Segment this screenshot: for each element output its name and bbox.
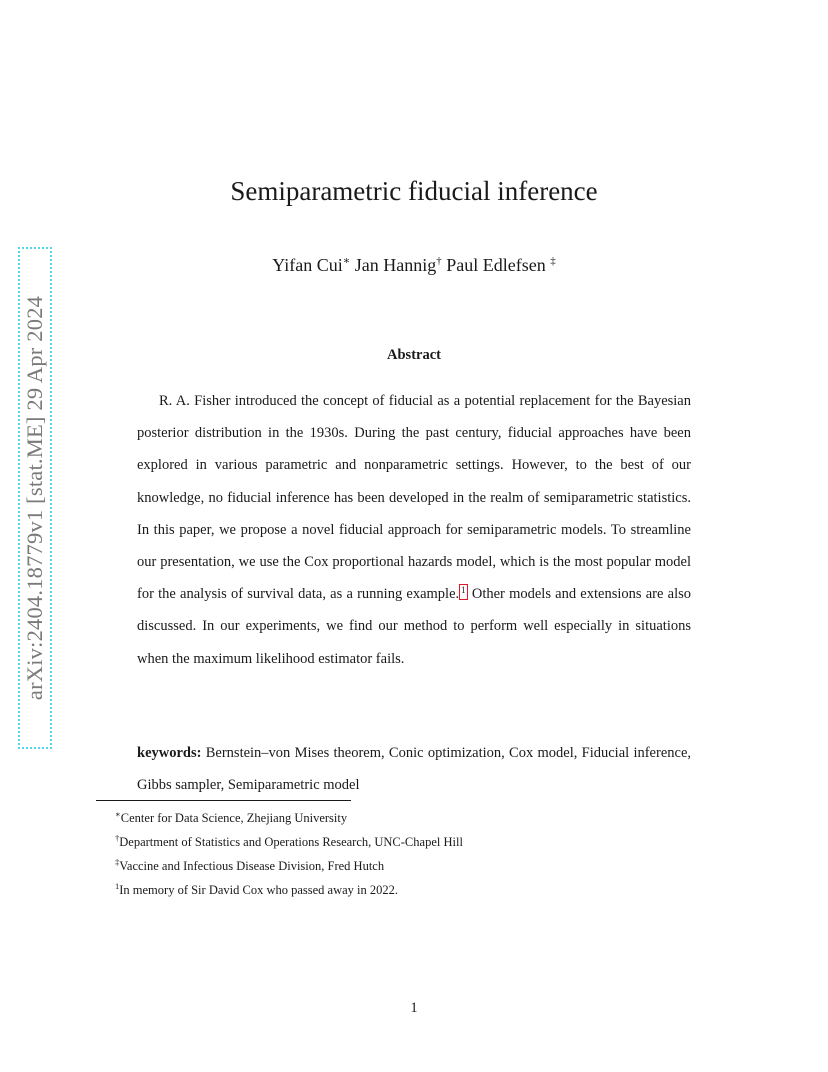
abstract-body [137, 385, 691, 675]
author-name: Yifan Cui [272, 255, 343, 275]
keywords-text: Bernstein–von Mises theorem, Conic optimization, Cox model, Fiducial inference, Gibbs sampler, Semiparametric model [137, 745, 691, 793]
footnote [115, 828, 715, 852]
footnote-text: Center for Data Science, Zhejiang University [120, 811, 348, 825]
footnote-divider [96, 800, 351, 801]
abstract-text-part: Other models and extensions are also discussed. In our experiments, we find our method to perform well especially in situations when the maximum likelihood estimator fails. [137, 586, 691, 667]
author-name: Paul Edlefsen [446, 255, 546, 275]
footnote [115, 804, 715, 828]
footnote-mark: 1 [115, 881, 120, 891]
author-list [0, 254, 828, 276]
footnote-mark: ∗ [115, 809, 121, 819]
footnote-text: Vaccine and Infectious Disease Division, Fred Hutch [119, 859, 385, 873]
footnote-text: Department of Statistics and Operations Research, UNC-Chapel Hill [119, 835, 463, 849]
author-name: Jan Hannig [354, 255, 437, 275]
arxiv-identifier-text: arXiv:2404.18779v1 [stat.ME] 29 Apr 2024 [22, 295, 47, 701]
arxiv-identifier-stamp[interactable] [18, 247, 52, 749]
abstract-text-part: R. A. Fisher introduced the concept of fiducial as a potential replacement for the Bayesian posterior distribution in the 1930s. During the past century, fiducial approaches have been explored in various parametric and nonparametric settings. However, to the best of our knowledge, no fiducial inference has been developed in the realm of semiparametric statistics. In this paper, we propose a novel fiducial approach for semiparametric models. To streamline our presentation, we use the Cox proportional hazards model, which is the most popular model for the analysis of survival data, as a running example. [137, 393, 691, 603]
footnote-reference-link[interactable]: 1 [459, 584, 468, 600]
page-number: 1 [410, 1000, 418, 1016]
author-affiliation-mark: ‡ [550, 255, 556, 267]
author-affiliation-mark: ∗ [342, 255, 351, 267]
footnotes [115, 804, 715, 900]
footnote-mark: † [115, 833, 120, 843]
paper-title: Semiparametric fiducial inference [230, 176, 598, 206]
abstract-heading: Abstract [387, 347, 441, 363]
footnote [115, 852, 715, 876]
keywords-section [137, 737, 691, 801]
footnote [115, 876, 715, 900]
footnote-mark: ‡ [115, 857, 120, 867]
author-affiliation-mark: † [436, 255, 442, 267]
keywords-label: keywords: [137, 745, 202, 761]
footnote-text: In memory of Sir David Cox who passed away in 2022. [119, 883, 399, 897]
